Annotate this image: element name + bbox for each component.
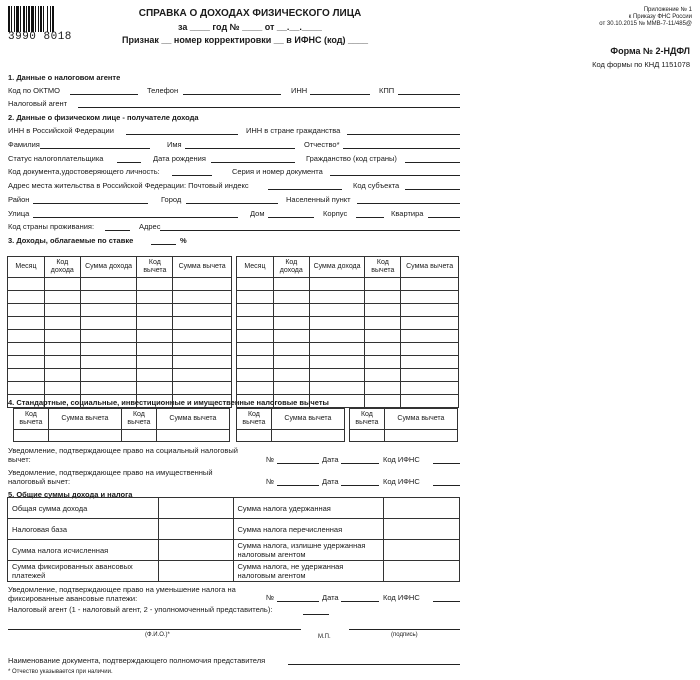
agent-inn-label: ИНН — [291, 86, 308, 95]
income-cell[interactable] — [401, 291, 459, 304]
income-cell[interactable] — [137, 278, 173, 291]
totals-table — [7, 497, 460, 582]
agent-sign-field[interactable] — [303, 614, 329, 615]
district-field[interactable] — [33, 203, 148, 204]
income-row — [237, 291, 459, 304]
form-name: Форма № 2-НДФЛ — [610, 46, 690, 56]
income-cell[interactable] — [365, 395, 401, 408]
income-cell[interactable] — [173, 356, 232, 369]
income-cell[interactable] — [137, 304, 173, 317]
income-row — [237, 356, 459, 369]
income-cell[interactable] — [401, 382, 459, 395]
deduction-cell[interactable] — [122, 430, 157, 442]
deduction-header-cell: Сумма вычета — [156, 409, 229, 430]
section2-title: 2. Данные о физическом лице - получателе дохода — [8, 113, 199, 122]
deduction-header-row — [122, 409, 230, 430]
income-row — [8, 317, 232, 330]
oktmo-label: Код по ОКТМО — [8, 86, 61, 95]
income-cell[interactable] — [173, 382, 232, 395]
income-row — [237, 382, 459, 395]
social-num-label: № — [266, 455, 275, 464]
income-header-cell: Код дохода — [273, 257, 309, 278]
totals-right-value[interactable] — [384, 540, 460, 561]
deduction-header-cell: Код вычета — [237, 409, 272, 430]
house-label: Дом — [250, 209, 265, 218]
income-cell[interactable] — [237, 382, 274, 395]
deduction-cell[interactable] — [271, 430, 344, 442]
deduction-header-cell: Код вычета — [14, 409, 49, 430]
income-header-cell: Сумма дохода — [80, 257, 137, 278]
deduction-row — [237, 430, 345, 442]
income-cell[interactable] — [273, 317, 309, 330]
income-row — [8, 291, 232, 304]
income-cell[interactable] — [309, 278, 365, 291]
income-row — [8, 356, 232, 369]
notice-property-text: Уведомление, подтверждающее право на имущественный налоговый вычет: — [8, 468, 213, 486]
income-cell[interactable] — [173, 369, 232, 382]
notice-social-label — [8, 446, 238, 464]
birth-field[interactable] — [211, 162, 295, 163]
income-cell[interactable] — [309, 369, 365, 382]
income-cell[interactable] — [137, 356, 173, 369]
income-cell[interactable] — [273, 356, 309, 369]
inn-rf-field[interactable] — [126, 134, 238, 135]
income-cell[interactable] — [80, 291, 137, 304]
income-cell[interactable] — [237, 278, 274, 291]
property-num-field[interactable] — [277, 485, 319, 486]
status-label: Статус налогоплательщика — [8, 154, 104, 163]
agent-label: Налоговый агент — [8, 99, 68, 108]
income-cell[interactable] — [8, 382, 45, 395]
flat-label: Квартира — [391, 209, 424, 218]
income-header-cell: Сумма дохода — [309, 257, 365, 278]
deduction-header-cell: Сумма вычета — [271, 409, 344, 430]
kpp-label: КПП — [379, 86, 395, 95]
income-cell[interactable] — [365, 317, 401, 330]
totals-row — [8, 561, 460, 582]
inn-country-field[interactable] — [347, 134, 460, 135]
income-cell[interactable] — [365, 304, 401, 317]
income-cell[interactable] — [309, 317, 365, 330]
barcode — [8, 6, 68, 32]
income-header-cell: Код дохода — [44, 257, 80, 278]
social-num-field[interactable] — [277, 463, 319, 464]
address2-label: Адрес — [139, 222, 161, 231]
fio-field[interactable] — [8, 629, 301, 630]
income-cell[interactable] — [365, 356, 401, 369]
income-cell[interactable] — [273, 304, 309, 317]
locality-label: Населенный пункт — [286, 195, 351, 204]
income-cell[interactable] — [8, 317, 45, 330]
section5-title: 5. Общие суммы дохода и налога — [8, 490, 133, 499]
totals-left-label: Налоговая база — [8, 519, 159, 540]
agent-field[interactable] — [78, 107, 460, 108]
status-field[interactable] — [117, 162, 141, 163]
totals-left-value[interactable] — [158, 561, 233, 582]
postcode-field[interactable] — [268, 189, 342, 190]
deduction-box — [349, 408, 458, 442]
income-cell[interactable] — [80, 382, 137, 395]
barcode-stripes — [8, 6, 68, 32]
deduction-header-row — [237, 409, 345, 430]
deduction-header-cell: Сумма вычета — [384, 409, 457, 430]
kpp-field[interactable] — [398, 94, 460, 95]
income-cell[interactable] — [273, 382, 309, 395]
property-date-label: Дата — [322, 477, 339, 486]
property-ifns-field[interactable] — [433, 485, 460, 486]
income-cell[interactable] — [309, 343, 365, 356]
title-line-3: Признак __ номер корректировки __ в ИФНС (код) ____ — [122, 35, 368, 45]
district-label: Район — [8, 195, 30, 204]
income-header-cell: Сумма вычета — [173, 257, 232, 278]
totals-right-label: Сумма налога удержанная — [233, 498, 384, 519]
house-field[interactable] — [268, 217, 314, 218]
doc-name-label: Наименование документа, подтверждающего полномочия представителя — [8, 656, 266, 665]
street-field[interactable] — [33, 217, 238, 218]
income-cell[interactable] — [309, 356, 365, 369]
income-cell[interactable] — [401, 356, 459, 369]
income-cell[interactable] — [401, 369, 459, 382]
income-cell[interactable] — [365, 278, 401, 291]
knd-code: Код формы по КНД 1151078 — [592, 60, 690, 69]
income-cell[interactable] — [44, 278, 80, 291]
totals-right-value[interactable] — [384, 561, 460, 582]
reduce-num-label: № — [266, 593, 275, 602]
deduction-cell[interactable] — [350, 430, 385, 442]
doc-series-label: Серия и номер документа — [232, 167, 323, 176]
income-row — [8, 330, 232, 343]
income-cell[interactable] — [44, 291, 80, 304]
income-cell[interactable] — [137, 382, 173, 395]
totals-right-label: Сумма налога, не удержанная налоговым агентом — [233, 561, 384, 582]
deduction-row — [350, 430, 458, 442]
phone-label: Телефон — [147, 86, 179, 95]
income-header-cell: Месяц — [8, 257, 45, 278]
agent-inn-field[interactable] — [310, 94, 370, 95]
income-row — [8, 382, 232, 395]
deduction-header-cell: Код вычета — [350, 409, 385, 430]
citizenship-field[interactable] — [405, 162, 460, 163]
appendix-line-1: Приложение № 1 — [643, 7, 692, 13]
deduction-header-row — [350, 409, 458, 430]
income-header-cell: Код вычета — [137, 257, 173, 278]
deduction-box — [13, 408, 122, 442]
income-cell[interactable] — [237, 330, 274, 343]
income-row — [237, 278, 459, 291]
income-cell[interactable] — [137, 317, 173, 330]
doc-series-field[interactable] — [330, 175, 460, 176]
reduce-date-field[interactable] — [341, 601, 379, 602]
income-cell[interactable] — [365, 291, 401, 304]
income-row — [8, 304, 232, 317]
name-field[interactable] — [185, 148, 295, 149]
income-cell[interactable] — [237, 304, 274, 317]
income-header-cell: Сумма вычета — [401, 257, 459, 278]
title-line-2: за ____ год № ____ от __.__.____ — [178, 22, 322, 32]
totals-left-value[interactable] — [158, 498, 233, 519]
income-cell[interactable] — [365, 382, 401, 395]
footnote: * Отчество указывается при наличии. — [8, 669, 113, 675]
deduction-header-row — [14, 409, 122, 430]
barcode-number: 3990 8018 — [8, 31, 72, 43]
income-cell[interactable] — [237, 369, 274, 382]
income-cell[interactable] — [44, 317, 80, 330]
income-cell[interactable] — [401, 304, 459, 317]
building-label: Корпус — [323, 209, 348, 218]
fio-caption: (Ф.И.О.)* — [145, 632, 170, 638]
income-table-left — [7, 256, 232, 408]
income-cell[interactable] — [80, 330, 137, 343]
income-row — [237, 343, 459, 356]
income-cell[interactable] — [401, 330, 459, 343]
social-ifns-field[interactable] — [433, 463, 460, 464]
country-code-field[interactable] — [105, 230, 130, 231]
totals-row — [8, 519, 460, 540]
locality-field[interactable] — [357, 203, 460, 204]
doc-code-label: Код документа,удостоверяющего личность: — [8, 167, 160, 176]
income-cell[interactable] — [80, 369, 137, 382]
percent-sign: % — [180, 236, 187, 245]
reduce-date-label: Дата — [322, 593, 339, 602]
name-label: Имя — [167, 140, 182, 149]
reduce-num-field[interactable] — [277, 601, 319, 602]
deduction-header-cell: Сумма вычета — [48, 409, 121, 430]
income-row — [8, 278, 232, 291]
income-row — [237, 317, 459, 330]
income-cell[interactable] — [173, 278, 232, 291]
inn-rf-label: ИНН в Российской Федерации — [8, 126, 114, 135]
income-cell[interactable] — [80, 317, 137, 330]
form-title: СПРАВКА О ДОХОДАХ ФИЗИЧЕСКОГО ЛИЦА — [138, 8, 362, 19]
section1-title: 1. Данные о налоговом агенте — [8, 73, 121, 82]
property-num-label: № — [266, 477, 275, 486]
totals-right-label: Сумма налога, излишне удержанная налоговым агентом — [233, 540, 384, 561]
deduction-box — [236, 408, 345, 442]
notice-reduce-text: Уведомление, подтверждающее право на уменьшение налога на фиксированные авансовые платежи: — [8, 585, 236, 603]
income-cell[interactable] — [8, 343, 45, 356]
income-cell[interactable] — [137, 291, 173, 304]
income-cell[interactable] — [137, 369, 173, 382]
deduction-row — [14, 430, 122, 442]
income-cell[interactable] — [8, 304, 45, 317]
notice-property-label — [8, 468, 238, 486]
social-date-label: Дата — [322, 455, 339, 464]
income-cell[interactable] — [273, 278, 309, 291]
property-date-field[interactable] — [341, 485, 379, 486]
income-row — [8, 369, 232, 382]
income-cell[interactable] — [273, 291, 309, 304]
income-cell[interactable] — [309, 382, 365, 395]
income-cell[interactable] — [137, 343, 173, 356]
doc-code-field[interactable] — [172, 175, 212, 176]
income-cell[interactable] — [309, 330, 365, 343]
surname-label: Фамилия — [8, 140, 40, 149]
street-label: Улица — [8, 209, 30, 218]
patronymic-field[interactable] — [343, 148, 460, 149]
flat-field[interactable] — [428, 217, 460, 218]
deduction-cell[interactable] — [48, 430, 121, 442]
income-cell[interactable] — [44, 304, 80, 317]
income-cell[interactable] — [273, 369, 309, 382]
income-cell[interactable] — [173, 304, 232, 317]
totals-left-label: Общая сумма дохода — [8, 498, 159, 519]
doc-name-field[interactable] — [288, 664, 460, 665]
inn-country-label: ИНН в стране гражданства — [246, 126, 341, 135]
income-cell[interactable] — [8, 356, 45, 369]
income-cell[interactable] — [44, 330, 80, 343]
income-cell[interactable] — [44, 369, 80, 382]
income-header-cell: Месяц — [237, 257, 274, 278]
income-cell[interactable] — [365, 330, 401, 343]
income-header-row — [8, 257, 232, 278]
income-cell[interactable] — [44, 382, 80, 395]
income-cell[interactable] — [80, 356, 137, 369]
income-cell[interactable] — [309, 291, 365, 304]
mp-caption: М.П. — [318, 634, 331, 640]
income-cell[interactable] — [401, 278, 459, 291]
income-cell[interactable] — [401, 317, 459, 330]
phone-field[interactable] — [183, 94, 281, 95]
income-cell[interactable] — [401, 343, 459, 356]
oktmo-field[interactable] — [70, 94, 138, 95]
social-date-field[interactable] — [341, 463, 379, 464]
totals-row — [8, 498, 460, 519]
surname-field[interactable] — [40, 148, 150, 149]
building-field[interactable] — [356, 217, 384, 218]
address2-field[interactable] — [160, 230, 460, 231]
deduction-row — [122, 430, 230, 442]
deduction-cell[interactable] — [156, 430, 229, 442]
totals-left-value[interactable] — [158, 519, 233, 540]
income-cell[interactable] — [8, 330, 45, 343]
income-cell[interactable] — [44, 343, 80, 356]
deduction-box — [121, 408, 230, 442]
income-row — [8, 343, 232, 356]
income-cell[interactable] — [80, 343, 137, 356]
income-cell[interactable] — [8, 369, 45, 382]
totals-left-label: Сумма фиксированных авансовых платежей — [8, 561, 159, 582]
totals-left-value[interactable] — [158, 540, 233, 561]
section3-title: 3. Доходы, облагаемые по ставке — [8, 236, 134, 245]
income-header-cell: Код вычета — [365, 257, 401, 278]
income-cell[interactable] — [80, 304, 137, 317]
income-cell[interactable] — [173, 317, 232, 330]
birth-label: Дата рождения — [153, 154, 206, 163]
deduction-cell[interactable] — [384, 430, 457, 442]
deduction-cell[interactable] — [237, 430, 272, 442]
income-cell[interactable] — [80, 278, 137, 291]
reduce-ifns-label: Код ИФНС — [383, 593, 420, 602]
signature-field[interactable] — [349, 629, 460, 630]
region-code-field[interactable] — [405, 189, 460, 190]
signature-caption: (подпись) — [391, 632, 418, 638]
income-row — [237, 369, 459, 382]
country-code-label: Код страны проживания: — [8, 222, 95, 231]
income-header-row — [237, 257, 459, 278]
income-cell[interactable] — [309, 304, 365, 317]
income-row — [237, 304, 459, 317]
reduce-ifns-field[interactable] — [433, 601, 460, 602]
income-cell[interactable] — [8, 291, 45, 304]
income-cell[interactable] — [273, 330, 309, 343]
totals-left-label: Сумма налога исчисленная — [8, 540, 159, 561]
income-cell[interactable] — [8, 278, 45, 291]
totals-right-value[interactable] — [384, 498, 460, 519]
income-cell[interactable] — [173, 291, 232, 304]
income-cell[interactable] — [365, 343, 401, 356]
totals-right-value[interactable] — [384, 519, 460, 540]
city-label: Город — [161, 195, 182, 204]
rate-field[interactable] — [151, 244, 176, 245]
income-cell[interactable] — [44, 356, 80, 369]
income-row — [237, 330, 459, 343]
notice-reduce-label — [8, 585, 248, 603]
address-label: Адрес места жительства в Российской Федерации: Почтовый индекс — [8, 181, 249, 190]
income-cell[interactable] — [273, 343, 309, 356]
income-cell[interactable] — [137, 330, 173, 343]
appendix-line-3: от 30.10.2015 № ММВ-7-11/485@ — [599, 21, 692, 27]
income-cell[interactable] — [365, 369, 401, 382]
totals-right-label: Сумма налога перечисленная — [233, 519, 384, 540]
income-cell[interactable] — [237, 356, 274, 369]
income-cell[interactable] — [237, 343, 274, 356]
income-table-right — [236, 256, 459, 408]
region-code-label: Код субъекта — [353, 181, 400, 190]
income-cell[interactable] — [237, 317, 274, 330]
appendix-note — [562, 7, 692, 28]
income-cell[interactable] — [237, 291, 274, 304]
deduction-cell[interactable] — [14, 430, 49, 442]
income-cell[interactable] — [401, 395, 459, 408]
appendix-line-2: к Приказу ФНС России — [628, 14, 692, 20]
section4-title: 4. Стандартные, социальные, инвестиционные и имущественные налоговые вычеты — [8, 398, 329, 407]
city-field[interactable] — [186, 203, 278, 204]
income-cell[interactable] — [173, 330, 232, 343]
agent-sign-label: Налоговый агент (1 - налоговый агент, 2 - уполномоченный представитель): — [8, 605, 273, 614]
totals-row — [8, 540, 460, 561]
property-ifns-label: Код ИФНС — [383, 477, 420, 486]
social-ifns-label: Код ИФНС — [383, 455, 420, 464]
income-cell[interactable] — [173, 343, 232, 356]
notice-social-text: Уведомление, подтверждающее право на социальный налоговый вычет: — [8, 446, 238, 464]
patronymic-label: Отчество* — [304, 140, 340, 149]
deduction-header-cell: Код вычета — [122, 409, 157, 430]
citizenship-label: Гражданство (код страны) — [306, 154, 397, 163]
